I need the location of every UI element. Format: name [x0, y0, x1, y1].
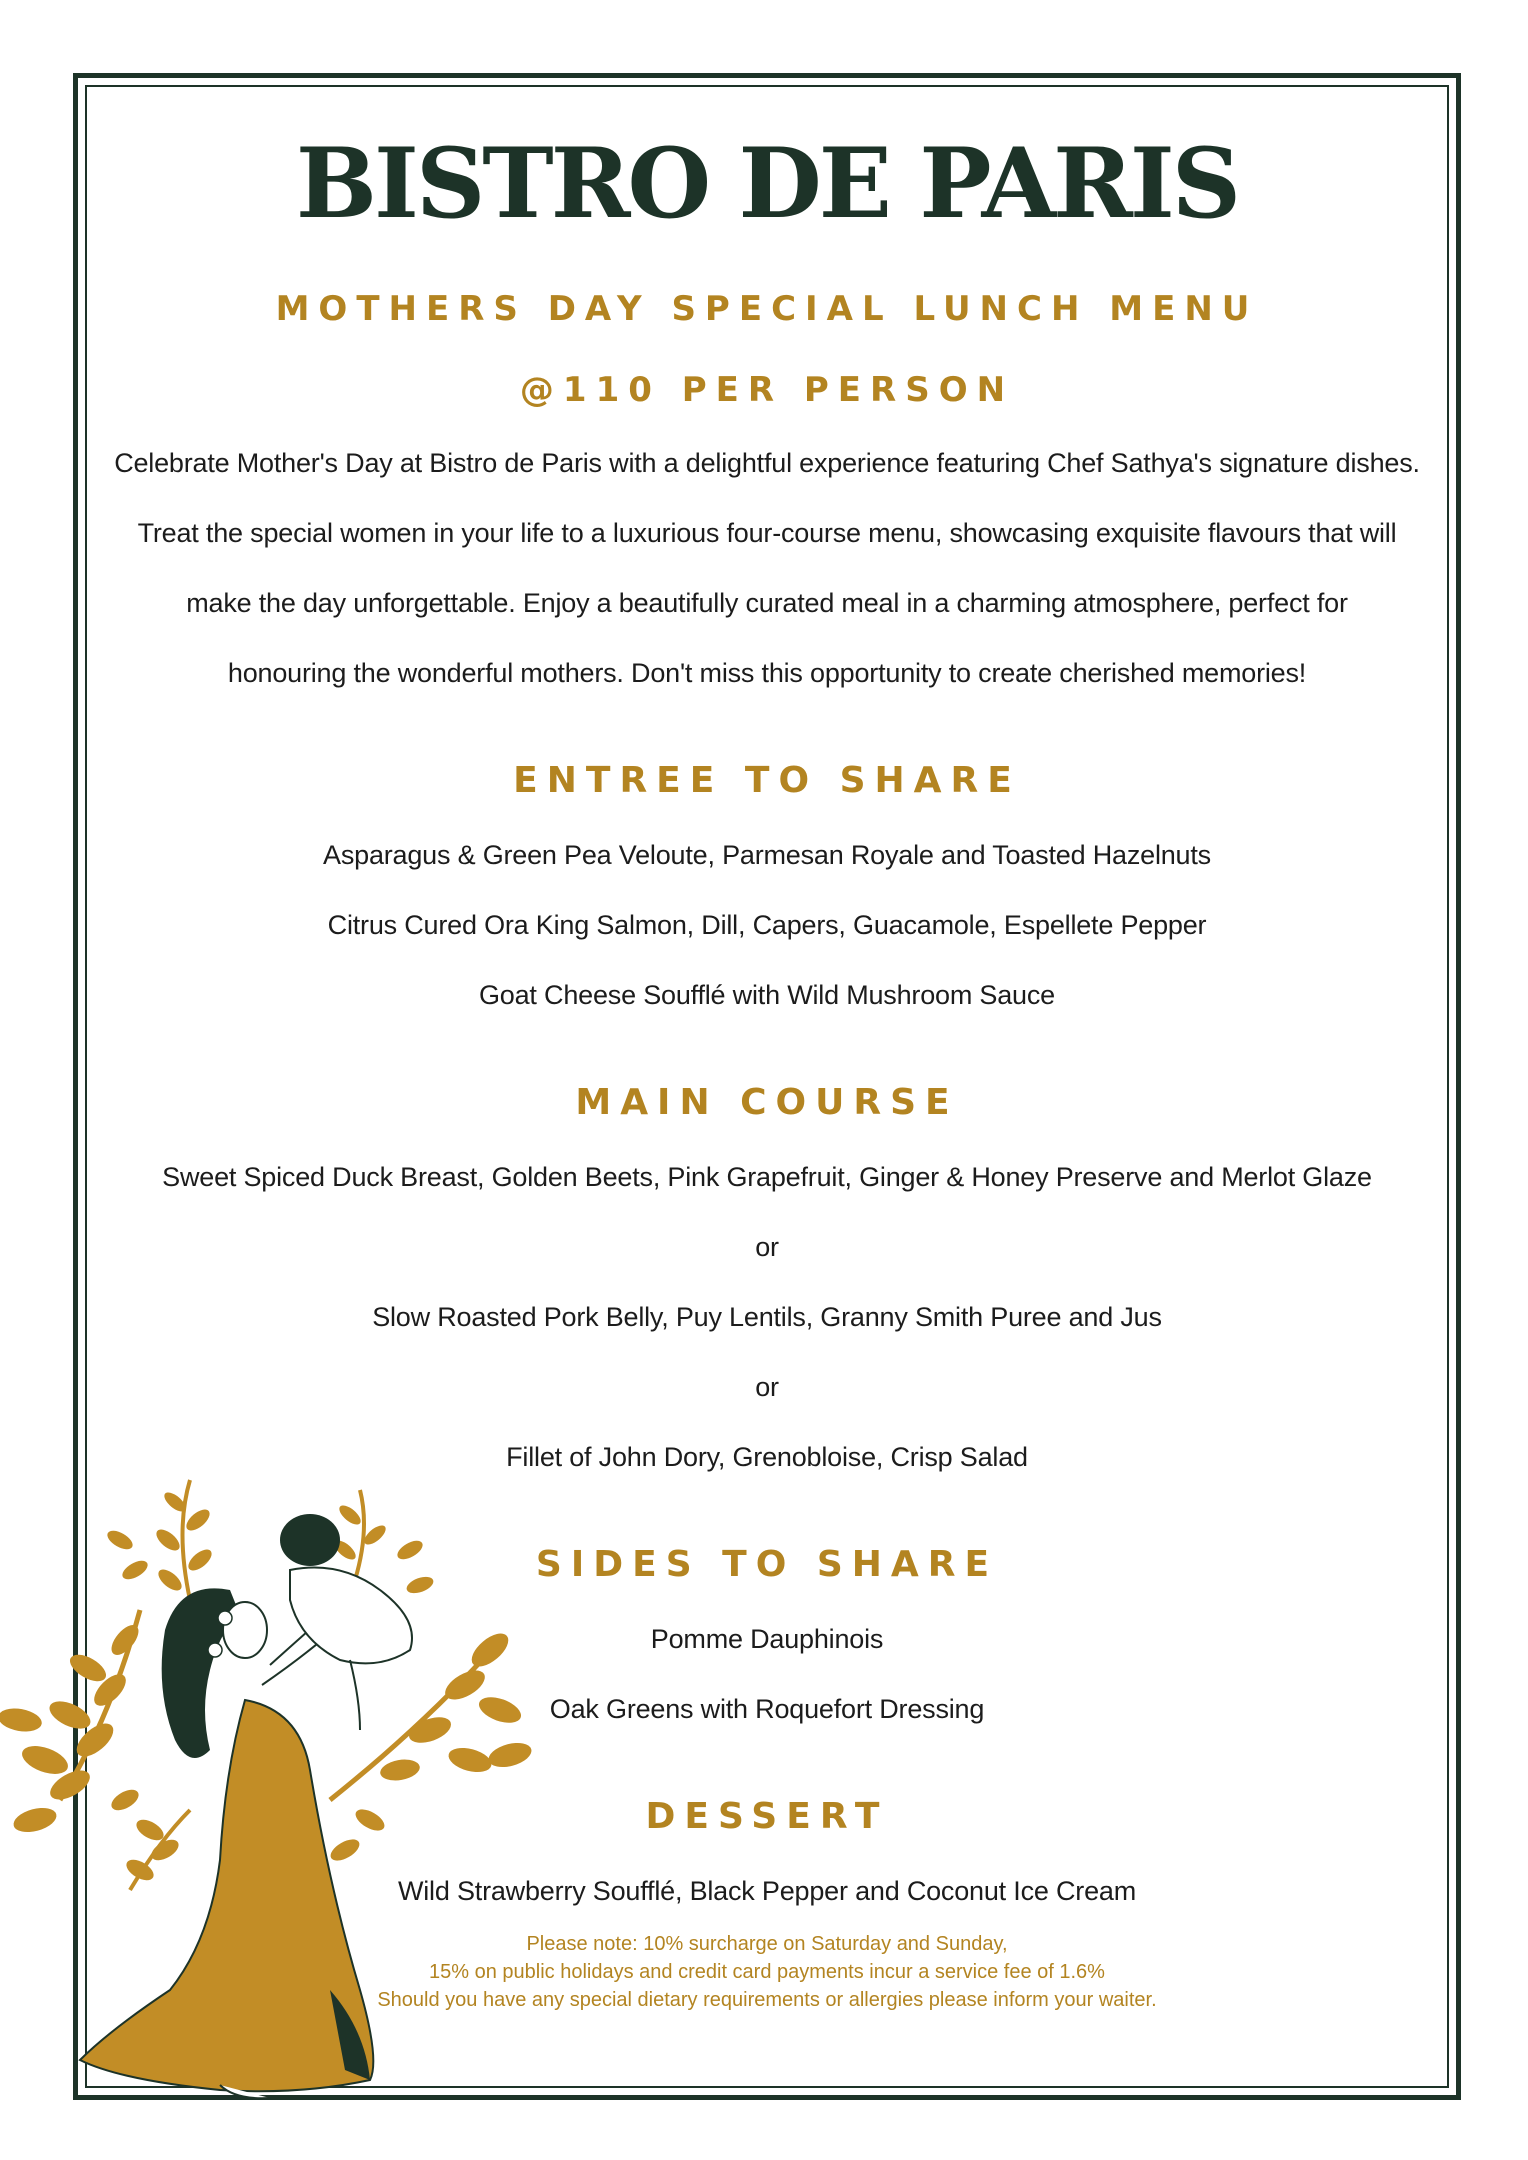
- note-line-2: 15% on public holidays and credit card payments incur a service fee of 1.6%: [429, 1961, 1105, 1983]
- main-or-2: or: [755, 1372, 779, 1402]
- sides-heading: SIDES TO SHARE: [535, 1544, 999, 1585]
- intro-line-2: Treat the special women in your life to a luxurious four-course menu, showcasing exquisite flavours that will: [137, 518, 1397, 548]
- main-item-3: Fillet of John Dory, Grenobloise, Crisp Salad: [506, 1442, 1028, 1472]
- main-or-1: or: [755, 1232, 779, 1262]
- restaurant-title: BISTRO DE PARIS: [295, 127, 1239, 240]
- main-course-heading: MAIN COURSE: [575, 1082, 959, 1123]
- intro-line-4: honouring the wonderful mothers. Don't miss this opportunity to create cherished memories!: [227, 658, 1307, 688]
- main-item-2: Slow Roasted Pork Belly, Puy Lentils, Granny Smith Puree and Jus: [372, 1302, 1162, 1332]
- note-line-1: Please note: 10% surcharge on Saturday and Sunday,: [526, 1933, 1008, 1955]
- dessert-item-1: Wild Strawberry Soufflé, Black Pepper and Coconut Ice Cream: [397, 1876, 1137, 1906]
- main-item-1: Sweet Spiced Duck Breast, Golden Beets, Pink Grapefruit, Ginger & Honey Preserve and Merlot Glaze: [162, 1162, 1372, 1192]
- intro-line-1: Celebrate Mother's Day at Bistro de Paris with a delightful experience featuring Chef Sathya's signature dishes.: [114, 448, 1420, 478]
- entree-item-3: Goat Cheese Soufflé with Wild Mushroom Sauce: [479, 980, 1055, 1010]
- menu-subtitle: MOTHERS DAY SPECIAL LUNCH MENU: [275, 289, 1259, 329]
- menu-price: @110 PER PERSON: [519, 370, 1015, 410]
- intro-line-3: make the day unforgettable. Enjoy a beautifully curated meal in a charming atmosphere, perfect for: [186, 588, 1348, 618]
- entree-heading: ENTREE TO SHARE: [513, 760, 1021, 801]
- dessert-heading: DESSERT: [645, 1796, 889, 1837]
- sides-item-2: Oak Greens with Roquefort Dressing: [549, 1694, 985, 1724]
- entree-item-2: Citrus Cured Ora King Salmon, Dill, Capers, Guacamole, Espellete Pepper: [327, 910, 1207, 940]
- note-line-3: Should you have any special dietary requirements or allergies please inform your waiter.: [377, 1989, 1157, 2011]
- sides-item-1: Pomme Dauphinois: [650, 1624, 884, 1654]
- entree-item-1: Asparagus & Green Pea Veloute, Parmesan Royale and Toasted Hazelnuts: [323, 840, 1211, 870]
